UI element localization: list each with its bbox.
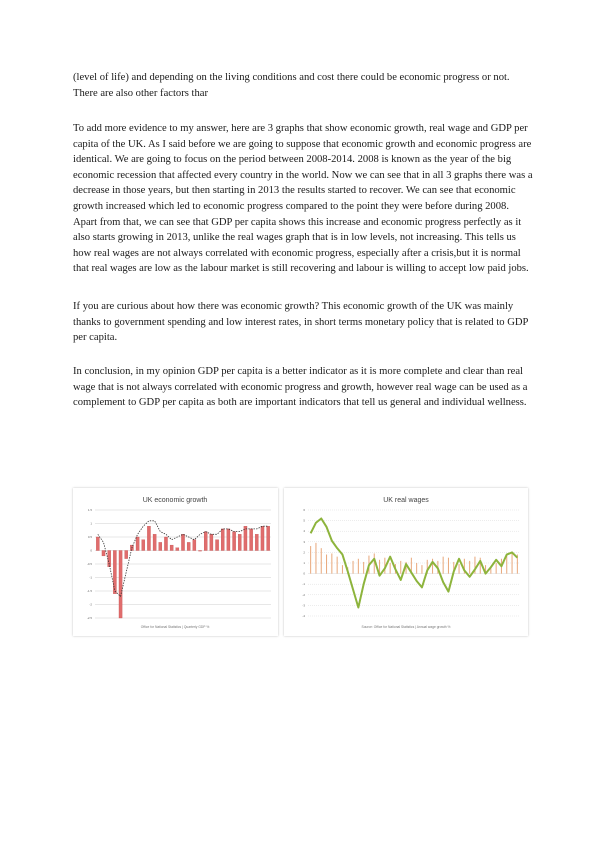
nominal-wage-bar xyxy=(443,557,444,574)
wage-y-tick-label: 2 xyxy=(303,550,305,555)
wage-chart-svg xyxy=(284,488,528,636)
nominal-wage-bar xyxy=(400,561,401,574)
gdp-chart-svg xyxy=(73,488,278,636)
nominal-wage-bar xyxy=(374,553,375,573)
nominal-wage-bar xyxy=(512,553,513,573)
gdp-bar xyxy=(250,529,253,551)
nominal-wage-bar xyxy=(416,563,417,574)
wage-chart-title: UK real wages xyxy=(383,497,429,504)
gdp-bar xyxy=(96,537,99,551)
nominal-wage-bar xyxy=(496,563,497,574)
nominal-wage-bar xyxy=(506,556,507,574)
chart-uk-economic-growth xyxy=(73,488,278,636)
gdp-chart-note: Office for National Statistics | Quarterly GDP % xyxy=(140,625,210,629)
wage-chart-note: Source: Office for National Statistics | Annual wage growth % xyxy=(361,625,451,629)
gdp-bar xyxy=(221,529,224,551)
wage-y-tick-label: 0 xyxy=(303,571,305,576)
wage-y-tick-label: 4 xyxy=(303,529,305,534)
paragraph-conclusion: In conclusion, in my opinion GDP per capita is a better indicator as it is more complete and clear than real wage that is not always correlated with economic progress and growth, however real wage can be used as a complement to GDP per capita as both are important indicators that tell us general and individual wellness. xyxy=(73,366,528,409)
gdp-bar xyxy=(267,526,270,550)
gdp-y-tick-label: -1.5 xyxy=(86,589,92,593)
nominal-wage-bar xyxy=(321,548,322,573)
gdp-y-tick-label: -1 xyxy=(89,575,92,580)
body-text-evidence xyxy=(73,121,533,293)
wage-y-tick-label: 5 xyxy=(303,518,305,523)
gdp-bar xyxy=(204,532,207,551)
gdp-bar xyxy=(164,537,167,551)
gdp-bar xyxy=(233,532,236,551)
gdp-bar xyxy=(210,534,213,550)
nominal-wage-bar xyxy=(358,559,359,574)
gdp-y-tick-label: 0.5 xyxy=(87,535,92,539)
wage-y-tick-label: -4 xyxy=(302,614,305,618)
gdp-y-tick-label: 1.5 xyxy=(87,508,92,512)
nominal-wage-bar xyxy=(310,546,311,574)
body-text-conclusion xyxy=(73,364,533,426)
gdp-bar xyxy=(136,537,139,551)
gdp-bar xyxy=(227,529,230,551)
gdp-bar xyxy=(181,534,184,550)
wage-y-tick-label: -2 xyxy=(302,592,305,597)
wage-y-tick-label: -3 xyxy=(302,603,305,608)
wage-y-tick-label: 1 xyxy=(303,561,305,565)
gdp-y-tick-label: 1 xyxy=(90,521,92,526)
gdp-bar xyxy=(170,545,173,550)
gdp-bar xyxy=(125,551,128,559)
gdp-bar xyxy=(153,534,156,550)
wage-y-tick-label: 6 xyxy=(303,508,305,512)
body-text-growth xyxy=(73,299,533,361)
gdp-y-tick-label: -2.5 xyxy=(86,616,92,620)
gdp-bar xyxy=(147,526,150,550)
gdp-bar xyxy=(187,542,190,550)
nominal-wage-bar xyxy=(363,562,364,574)
wage-y-tick-label: -1 xyxy=(302,582,305,587)
gdp-bar xyxy=(255,534,258,550)
gdp-bar xyxy=(193,540,196,551)
nominal-wage-bar xyxy=(337,557,338,574)
nominal-wage-bar xyxy=(448,558,449,574)
gdp-trend-line xyxy=(98,521,268,597)
gdp-bar xyxy=(216,540,219,551)
gdp-bar xyxy=(119,551,122,619)
nominal-wage-bar xyxy=(421,565,422,573)
gdp-bar xyxy=(238,534,241,550)
gdp-y-tick-label: -2 xyxy=(89,602,92,607)
gdp-bar xyxy=(198,551,201,552)
chart-uk-real-wages xyxy=(284,488,528,636)
gdp-y-tick-label: 0 xyxy=(90,548,92,553)
nominal-wage-bar xyxy=(353,561,354,574)
gdp-chart-title: UK economic growth xyxy=(142,497,208,504)
nominal-wage-bar xyxy=(326,555,327,574)
paragraph-evidence: To add more evidence to my answer, here are 3 graphs that show economic growth, real wage and GDP per capita of the UK. As I said before we are going to suppose that economic growth and economic progress are identical. We are going to focus on the period between 2008-2014. 2008 is known as the year of the big economic recession that affected every country in the world. Now we can see that in all 3 graphs there was a decrease in those years, but then starting in 2013 the results started to recover. We can see that economic growth increased which led to economic progress compared to the point they were before during 2008. Apart from that, we can see that GDP per capita shows this increase and economic progress perfectly as it also starts growing in 2013, unlike the real wages graph that is in low levels, not increasing. This tells us how real wages are not always correlated with economic progress, especially after a crisis,but it is normal that real wages are low as the labour market is still recovering and labour is willing to accept low paid jobs. xyxy=(73,123,533,275)
nominal-wage-bar xyxy=(342,565,343,573)
paragraph-intro: (level of life) and depending on the living conditions and cost there could be economic progress or not. There are also other factors thar xyxy=(73,72,510,99)
charts-row xyxy=(73,488,528,636)
gdp-bar xyxy=(142,540,145,551)
gdp-bar xyxy=(102,551,105,556)
body-text xyxy=(73,70,533,101)
gdp-y-tick-label: -0.5 xyxy=(86,562,92,566)
gdp-bar xyxy=(261,526,264,550)
nominal-wage-bar xyxy=(459,564,460,574)
nominal-wage-bar xyxy=(390,563,391,574)
wage-y-tick-label: 3 xyxy=(303,539,305,544)
paragraph-growth: If you are curious about how there was economic growth? This economic growth of the UK was mainly thanks to government spending and low interest rates, in short terms monetary policy that is related to GDP per capita. xyxy=(73,301,529,344)
gdp-bar xyxy=(176,548,179,551)
nominal-wage-bar xyxy=(315,543,316,574)
nominal-wage-bar xyxy=(331,553,332,573)
nominal-wage-bar xyxy=(469,561,470,574)
gdp-bar xyxy=(159,542,162,550)
